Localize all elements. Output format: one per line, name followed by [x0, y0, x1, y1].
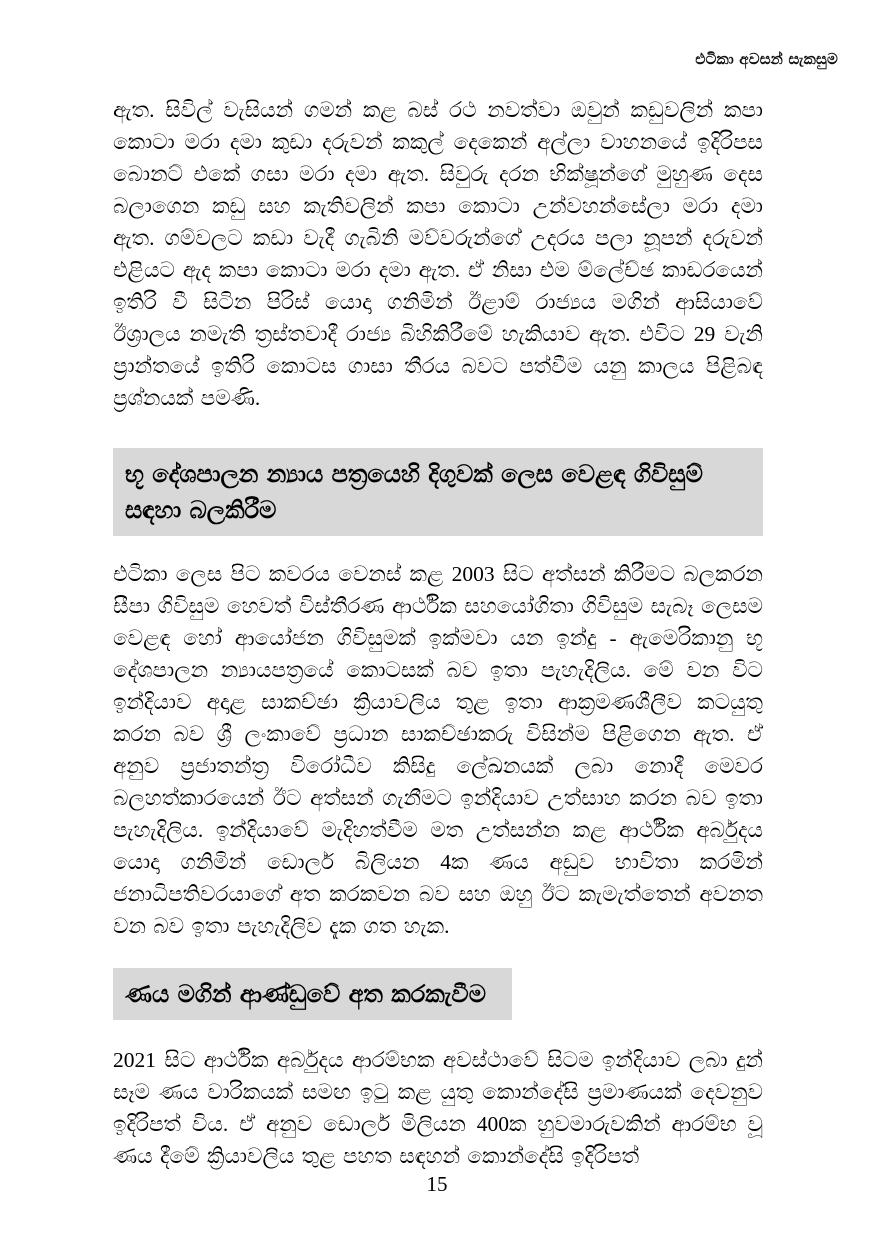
paragraph-loan-conditions: 2021 සිට ආර්ථික අර්බුදය ආරම්භක අවස්ථාවේ සිටම ඉන්දියාව ලබා දුන් සෑම ණය වාරිකයක් සමඟ ඉටු කළ යුතු කොන්දේසි ප්‍රමාණයක් දෙවනුව ඉදිරිපත් විය. ඒ අනුව ඩොලර් මිලියන 400ක හුවමාරුවකින් ආරම්භ වූ ණය දීමේ ක්‍රියාවලිය තුළ පහත සඳහන් කොන්දේසි ඉදිරිපත්: [113, 1048, 763, 1168]
text-column: [113, 94, 763, 1172]
paragraph-etca-cepa: එටිකා ලෙස පිට කවරය වෙනස් කළ 2003 සිට අත්සන් කිරීමට බලකරන සීපා ගිවිසුම හෙවත් විස්තීරණ ආර්ථික සහයෝගිතා ගිවිසුම සැබෑ ලෙසම වෙළඳ හෝ ආයෝජන ගිවිසුමක් ඉක්මවා යන ඉන්දු - ඇමෙරිකානු භූ දේශපාලන න්‍යායපත්‍රයේ කොටසක් බව ඉතා පැහැදිලිය. මේ වන විට ඉන්දියාව අදාළ සාකච්ඡා ක්‍රියාවලිය තුළ ඉතා ආක්‍රමණශීලීව කටයුතු කරන බව ශ්‍රී ලංකාවේ ප්‍රධාන සාකච්ඡාකරු විසින්ම පිළිගෙන ඇත. ඒ අනුව ප්‍රජාතන්ත්‍ර විරෝධීව කිසිදු ලේඛනයක් ලබා නොදී මෙවර බලහත්කාරයෙන් ඊට අත්සන් ගැනීමට ඉන්දියාව උත්සාහ කරන බව ඉතා පැහැදිලිය. ඉන්දියාවේ මැදිහත්වීම මත උත්සන්න කළ ආර්ථික අර්බුදය යොදා ගනිමින් ඩොලර් බිලියන 4ක ණය අඩුව භාවිතා කරමින් ජනාධිපතිවරයාගේ අත කරකවන බව සහ ඔහු ඊට කැමැත්තෙන් අවනත වන බව ඉතා පැහැදිලිව දැක ගත හැක.: [113, 562, 763, 938]
running-header-title: එටිකා අවසන් සැකසුම: [695, 50, 838, 68]
paragraph-massacre-account: ඇත. සිවිල් වැසියන් ගමන් කළ බස් රථ නවත්වා ඔවුන් කඩුවලින් කපා කොටා මරා දමා කුඩා දරුවන් කකුල් දෙකෙන් අල්ලා වාහනයේ ඉදිරිපස බොනට් එකේ ගසා මරා දමා ඇත. සිවුරු දරන භික්ෂූන්ගේ මුහුණ දෙස බලාගෙන කඩු සහ කැතිවලින් කපා කොටා උන්වහන්සේලා මරා දමා ඇත. ගම්වලට කඩා වැදී ගැබිනි මව්වරුන්ගේ උදරය පලා නූපන් දරුවන් එළියට ඇද කපා කොටා මරා දමා ඇත. ඒ නිසා එම ම්ලේච්ඡ කාඩරයෙන් ඉතිරි වී සිටින පිරිස් යොදා ගනිමින් ඊළාම් රාජ්‍යය මගින් ආසියාවේ ඊශ්‍රාලය නමැති ත්‍රස්තවාදී රාජ්‍ය බිහිකිරීමේ හැකියාව ඇත. එවිට 29 වැනි ප්‍රාන්තයේ ඉතිරි කොටස ගාසා තීරය බවට පත්වීම යනු කාලය පිළිබඳ ප්‍රශ්නයක් පමණි.: [113, 98, 763, 410]
section-heading-geopolitical-trade-agreements: භූ දේශපාලන න්‍යාය පත්‍රයෙහි දිගුවක් ලෙස වෙළඳ ගිවිසුම් සඳහා බලකිරීම: [113, 448, 763, 536]
page-number: 15: [426, 1172, 448, 1196]
section-heading-loans-control-government: ණය මගින් ආණ්ඩුවේ අත කරකැවීම: [113, 968, 512, 1020]
